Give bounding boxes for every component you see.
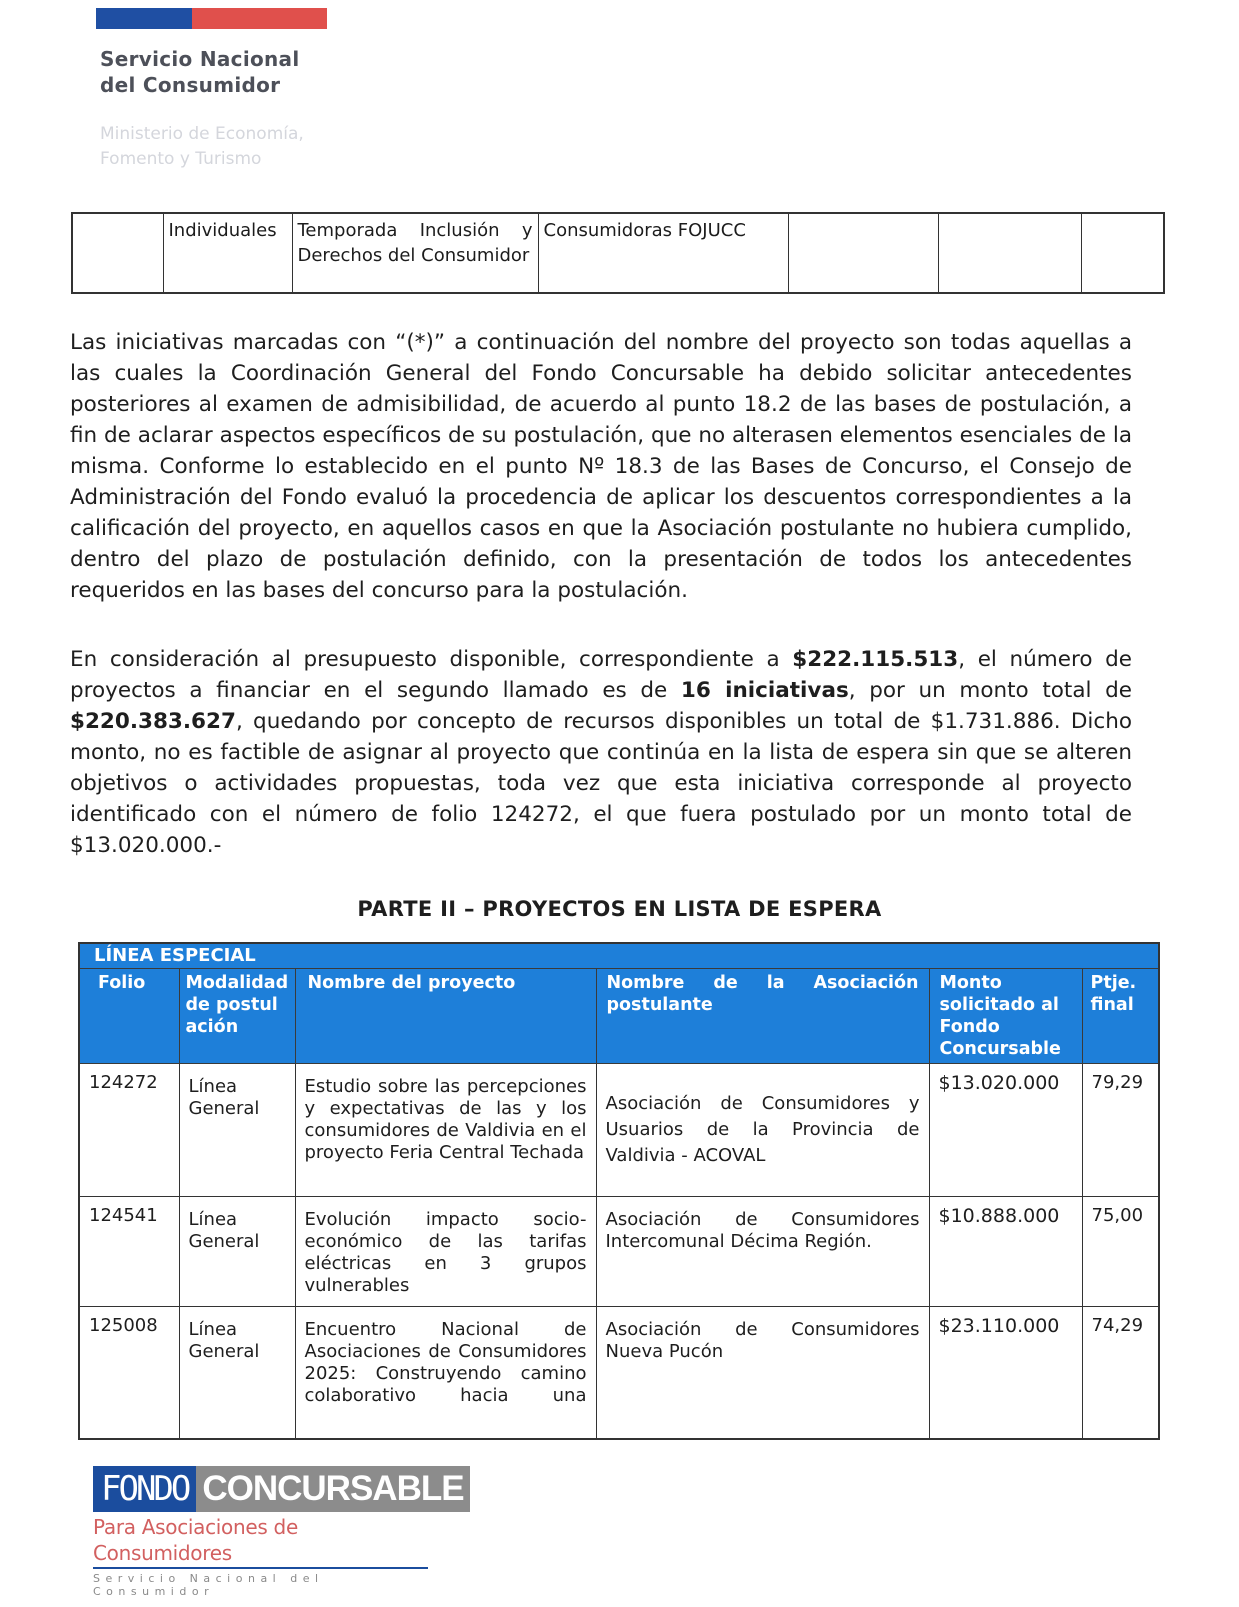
logo-wordmark: [93, 1466, 464, 1512]
column-header-monto: Monto solicitado al Fondo Concursable: [929, 969, 1082, 1064]
text-span: , por un monto total de: [848, 678, 1132, 703]
column-header-ptje: Ptje. final: [1082, 969, 1159, 1064]
table-cell: Individuales: [163, 213, 292, 293]
column-header-asociacion: Nombre de la Asociación postulante: [596, 969, 929, 1064]
nombre-cell: Estudio sobre las percepciones y expectativas de las y los consumidores de Valdivia en el proyecto Feria Central Techada: [295, 1064, 596, 1197]
asociacion-cell: Asociación de Consumidores Nueva Pucón: [596, 1307, 929, 1439]
table-row: [72, 213, 1164, 293]
nombre-cell: Evolución impacto socio-económico de las tarifas eléctricas en 3 grupos vulnerables: [295, 1197, 596, 1307]
logo-subline: Servicio Nacional del Consumidor: [93, 1572, 324, 1598]
asociacion-cell: Asociación de Consumidores Intercomunal Décima Región.: [596, 1197, 929, 1307]
modalidad-cell: Línea General: [179, 1307, 295, 1439]
ministry-name: [100, 122, 304, 172]
logo-tagline: Para Asociaciones de Consumidores: [93, 1515, 298, 1565]
org-line-2: del Consumidor: [100, 73, 281, 97]
column-header-nombre: Nombre del proyecto: [295, 969, 596, 1064]
folio-cell: 124541: [79, 1197, 179, 1307]
table-row: [79, 1064, 1159, 1197]
ministry-line-2: Fomento y Turismo: [100, 149, 262, 169]
paragraph-budget: [70, 644, 1132, 861]
asociacion-cell: Asociación de Consumidores y Usuarios de la Provincia de Valdivia - ACOVAL: [596, 1064, 929, 1197]
flag-red-segment: [192, 8, 327, 29]
budget-available-amount: $222.115.513: [792, 647, 959, 672]
flag-blue-segment: [96, 8, 192, 29]
table-cell: [72, 213, 163, 293]
organization-name: [100, 46, 300, 98]
total-financed-amount: $220.383.627: [70, 709, 236, 734]
previous-table-continuation: [71, 212, 1165, 294]
table-cell: Consumidoras FOJUCC: [538, 213, 788, 293]
modalidad-cell: Línea General: [179, 1197, 295, 1307]
table-cell: [788, 213, 938, 293]
table-row: [79, 1197, 1159, 1307]
line-label: LÍNEA ESPECIAL: [79, 943, 1159, 969]
government-flag-bar: [96, 8, 327, 29]
ptje-cell: 79,29: [1082, 1064, 1159, 1197]
column-header-folio: Folio: [79, 969, 179, 1064]
waitlist-table: [78, 942, 1160, 1440]
section-title: PARTE II – PROYECTOS EN LISTA DE ESPERA: [357, 897, 882, 921]
fondo-concursable-logo: [93, 1466, 464, 1598]
logo-divider: [93, 1567, 428, 1569]
text-span: , el número de proyectos a financiar en el segundo llamado es de: [70, 647, 1133, 703]
text-span: , quedando por concepto de recursos disponibles un total de $1.731.886. Dicho monto, no es factible de asignar al proyecto que continúa en la lista de espera sin que se alteren objetivos o actividades propuestas, toda vez que esta iniciativa corresponde al proyecto identificado con el número de folio 124272, el que fuera postulado por un monto total de $13.020.000.-: [70, 709, 1132, 858]
table-line-row: [79, 943, 1159, 969]
monto-cell: $10.888.000: [929, 1197, 1082, 1307]
table-cell: Temporada Inclusión y Derechos del Consumidor: [292, 213, 538, 293]
ptje-cell: 75,00: [1082, 1197, 1159, 1307]
table-cell: [1081, 213, 1164, 293]
table-header-row: [79, 969, 1159, 1064]
monto-cell: $23.110.000: [929, 1307, 1082, 1439]
initiatives-count: 16 iniciativas: [680, 678, 849, 703]
logo-word-concursable: CONCURSABLE: [196, 1466, 469, 1512]
paragraph-observations: Las iniciativas marcadas con “(*)” a continuación del nombre del proyecto son todas aquellas a las cuales la Coordinación General del Fondo Concursable ha debido solicitar antecedentes posteriores al examen de admisibilidad, de acuerdo al punto 18.2 de las bases de postulación, a fin de aclarar aspectos específicos de su postulación, que no alterasen elementos esenciales de la misma. Conforme lo establecido en el punto Nº 18.3 de las Bases de Concurso, el Consejo de Administración del Fondo evaluó la procedencia de aplicar los descuentos correspondientes a la calificación del proyecto, en aquellos casos en que la Asociación postulante no hubiera cumplido, dentro del plazo de postulación definido, con la presentación de todos los antecedentes requeridos en las bases del concurso para la postulación.: [70, 330, 1132, 603]
table-row: [79, 1307, 1159, 1439]
nombre-cell: Encuentro Nacional de Asociaciones de Consumidores 2025: Construyendo camino colaborativo hacia una: [295, 1307, 596, 1439]
modalidad-cell: Línea General: [179, 1064, 295, 1197]
monto-cell: $13.020.000: [929, 1064, 1082, 1197]
folio-cell: 125008: [79, 1307, 179, 1439]
text-span: En consideración al presupuesto disponible, correspondiente a: [70, 647, 793, 672]
logo-word-fondo: FONDO: [93, 1466, 196, 1512]
column-header-modalidad: Modalidad de postulación: [179, 969, 295, 1064]
table-cell: [938, 213, 1081, 293]
org-line-1: Servicio Nacional: [100, 47, 300, 71]
ministry-line-1: Ministerio de Economía,: [100, 124, 304, 144]
ptje-cell: 74,29: [1082, 1307, 1159, 1439]
folio-cell: 124272: [79, 1064, 179, 1197]
